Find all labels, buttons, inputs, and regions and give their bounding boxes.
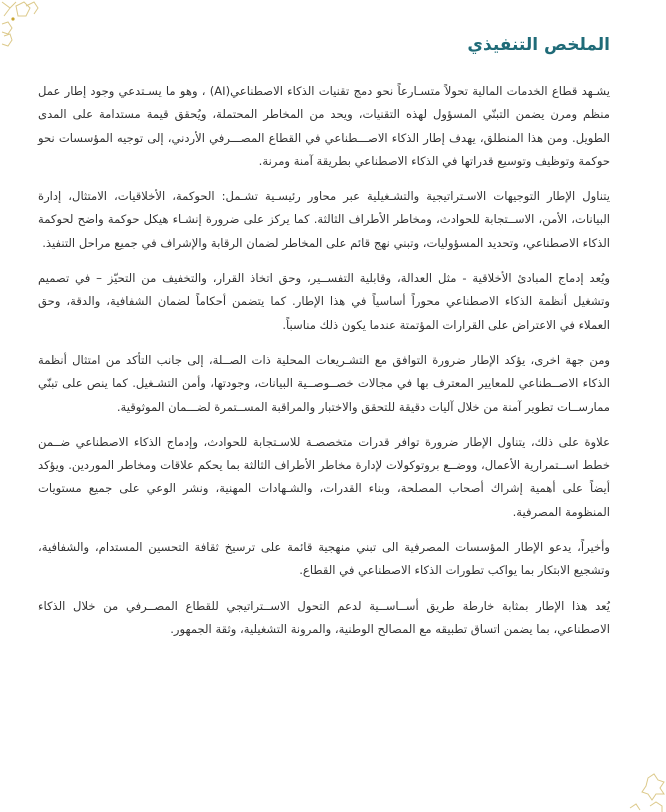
executive-summary (38, 32, 610, 653)
paragraph: علاوة على ذلك، يتناول الإطار ضرورة توافر قدرات متخصصـة للاسـتجابة للحوادث، وإدماج الذكاء الاصطناعي ضــمن خطط اســتمرارية الأعمال، ووضــع بروتوكولات لإدارة مخاطر الأطراف الثالثة بما يحكم علاقات ومخاطر الموردين. ويؤكد أيضاً على أهمية إشراك أصحاب المصلحة، وبناء القدرات، والشـهادات المهنية، ونشر الوعي على جميع مستويات المنظومة المصرفية. (38, 434, 610, 519)
paragraph: يتناول الإطار التوجيهات الاسـتراتيجية والتشـغيلية عبر محاور رئيسـية تشـمل: الحوكمة، الأخلاقيات، الامتثال، إدارة البيانات، الأمن، الاســتجابة للحوادث، ومخاطر الأطراف الثالثة. كما يركز على ضرورة إنشـاء هيكل حوكمة واضح لحوكمة الذكاء الاصطناعي، وتحديد المسؤوليات، وتبني نهج قائم على المخاطر لضمان الرقابة والإشراف في جميع مراحل التنفيذ. (38, 189, 610, 250)
page-title: الملخص التنفيذي (467, 35, 610, 55)
paragraph: ومن جهة اخرى، يؤكد الإطار ضرورة التوافق مع التشـريعات المحلية ذات الصــلة، إلى جانب التأكد من امتثال أنظمة الذكاء الاصــطناعي للمعايير المعترف بها في مجالات خصــوصــية البيانات، وجودتها، وأمن التشـغيل. كما ينص على تبنّي ممارســات تطوير آمنة من خلال آليات دقيقة للتحقق والاختبار والمراقبة المســتمرة لضـــمان الموثوقية. (38, 352, 610, 414)
paragraph: وأخيراً، يدعو الإطار المؤسسات المصرفية الى تبني منهجية قائمة على ترسيخ ثقافة التحسين المستدام، والشفافية، وتشجيع الابتكار بما يواكب تطورات الذكاء الاصطناعي في القطاع. (38, 540, 610, 578)
paragraph: ويُعد إدماج المبادئ الأخلاقية - مثل العدالة، وقابلية التفســير، وحق اتخاذ القرار، والتخفيف من التحيّز – في تصميم وتشغيل أنظمة الذكاء الاصطناعي محوراً أساسياً في هذا الإطار. كما يتضمن أحكاماً لضمان الشفافية، والدقة، وحق العملاء في الاعتراض على القرارات المؤتمتة عندما يكون ذلك مناسباً. (38, 271, 610, 332)
corner-ornament-icon (626, 772, 666, 812)
paragraph: يشـهد قطاع الخدمات المالية تحولاً متسـارعاً نحو دمج تقنيات الذكاء الاصطناعي(AI) ، وهو ما يسـتدعي وجود إطار عمل منظم ومرن يضمن التبنّي المسؤول لهذه التقنيات، ويحد من المخاطر المحتملة، ويُحقق قيمة مستدامة على المدى الطويل. ومن هذا المنطلق، يهدف إطار الذكاء الاصـــطناعي في القطاع المصـــرفي الأردني، إلى توجيه المؤسسات نحو حوكمة وتوظيف وتوسيع قدراتها في الذكاء الاصطناعي بطريقة آمنة ومرنة. (38, 84, 610, 168)
paragraph: يُعد هذا الإطار بمثابة خارطة طريق أســاســية لدعم التحول الاســتراتيجي للقطاع المصــرفي من خلال الذكاء الاصطناعي، بما يضمن اتساق تطبيقه مع المصالح الوطنية، والمرونة التشغيلية، وثقة الجمهور. (38, 598, 610, 636)
